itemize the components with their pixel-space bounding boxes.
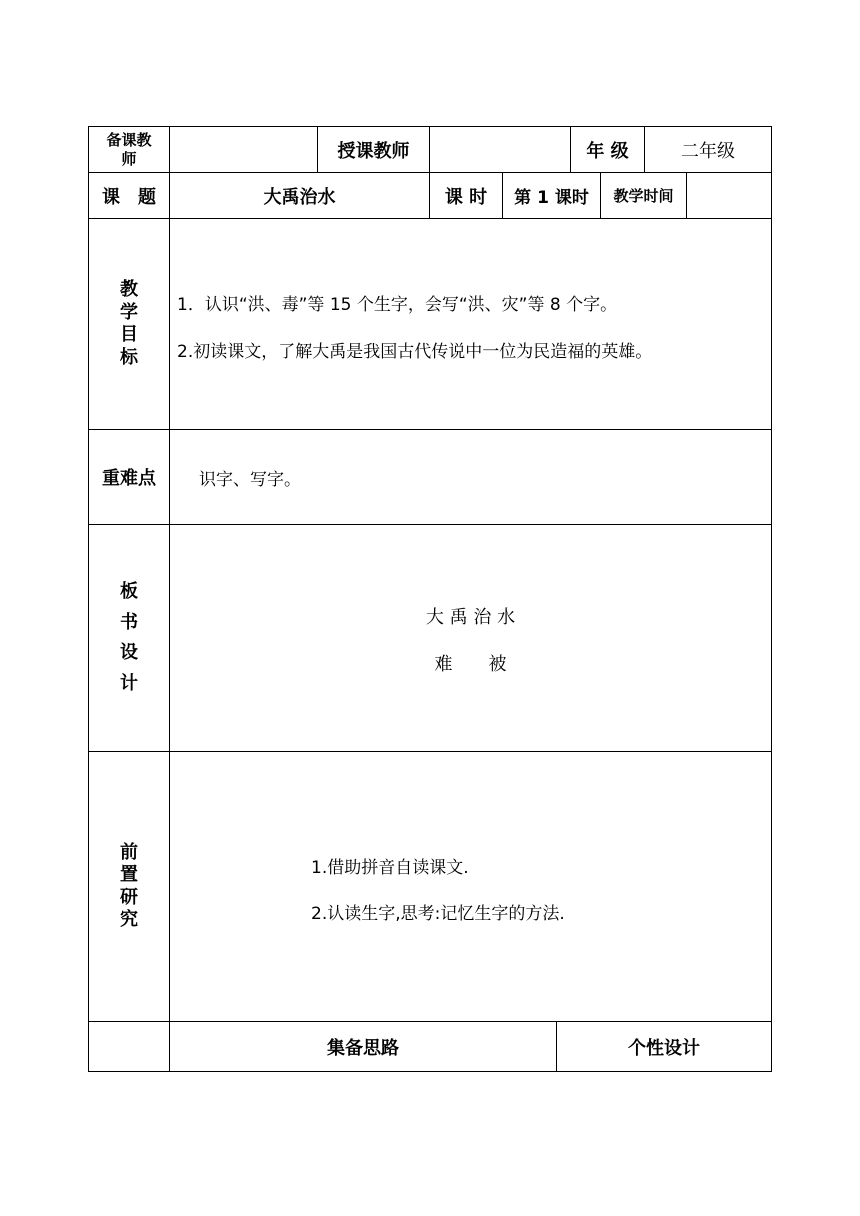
personal-design-label (557, 1022, 771, 1071)
collective-prep-label-text: 集备思路 (327, 1037, 399, 1059)
row-divider (88, 524, 772, 525)
label-char: 书 (120, 611, 138, 633)
label-char: 标 (120, 346, 138, 368)
topic-label (89, 173, 169, 218)
grade-label-text: 年 级 (586, 140, 629, 162)
key-points-text: 识字、写字。 (199, 470, 301, 490)
board-design-label (89, 525, 169, 751)
label-char: 研 (120, 886, 138, 908)
preview-item: 1.借助拼音自读课文. (311, 858, 469, 878)
prep-teacher-label-text: 备课教师 (106, 130, 152, 168)
preview-item: 2.认读生字,思考:记忆生字的方法. (311, 904, 565, 924)
teaching-teacher-label (318, 127, 429, 172)
preview-research-label (89, 752, 169, 1021)
board-title (170, 603, 771, 629)
period-label-text: 课 时 (444, 186, 488, 208)
table-border-right (771, 126, 772, 1072)
label-char: 目 (120, 324, 138, 345)
topic-label-text: 课 题 (102, 186, 156, 208)
label-char: 板 (120, 581, 138, 602)
grade-value-text: 二年级 (681, 140, 735, 162)
row-divider (88, 751, 772, 752)
teaching-goal-item: 2.初读课文，了解大禹是我国古代传说中一位为民造福的英雄。 (177, 342, 653, 362)
teaching-teacher-label-text: 授课教师 (337, 140, 410, 162)
label-char: 教 (120, 279, 138, 300)
board-subline-text: 难 被 (434, 654, 507, 675)
label-char: 置 (120, 864, 138, 885)
label-char: 学 (120, 301, 138, 323)
row-divider (88, 218, 772, 219)
grade-label (571, 127, 644, 172)
period-value-text: 第 1 课时 (514, 188, 589, 208)
prep-teacher-value[interactable] (170, 127, 317, 172)
collective-prep-label (170, 1022, 556, 1071)
teaching-time-value[interactable] (687, 173, 771, 218)
label-char: 究 (120, 909, 138, 930)
prep-teacher-label (89, 127, 169, 172)
teaching-goals-label (89, 219, 169, 429)
grade-value[interactable] (645, 127, 771, 172)
label-char: 设 (120, 642, 138, 663)
period-value[interactable] (503, 173, 600, 218)
teaching-time-label (601, 173, 686, 218)
teaching-time-label-text: 教学时间 (613, 187, 674, 205)
footer-empty-cell (89, 1022, 169, 1071)
row-divider (88, 429, 772, 430)
teaching-teacher-value[interactable] (430, 127, 570, 172)
column-divider (169, 126, 170, 1072)
key-points-label-text: 重难点 (102, 468, 156, 489)
label-char: 前 (120, 841, 138, 863)
teaching-goal-item: 1．认识“洪、毒”等 15 个生字，会写“洪、灾”等 8 个字。 (177, 295, 618, 315)
topic-value[interactable] (170, 173, 429, 218)
table-border-bottom (88, 1071, 772, 1072)
board-title-text: 大 禹 治 水 (425, 607, 516, 628)
label-char: 计 (120, 672, 138, 694)
board-subline (170, 650, 771, 676)
personal-design-label-text: 个性设计 (628, 1037, 700, 1059)
period-label (430, 173, 502, 218)
key-points-label (89, 430, 169, 524)
topic-value-text: 大禹治水 (263, 186, 336, 208)
